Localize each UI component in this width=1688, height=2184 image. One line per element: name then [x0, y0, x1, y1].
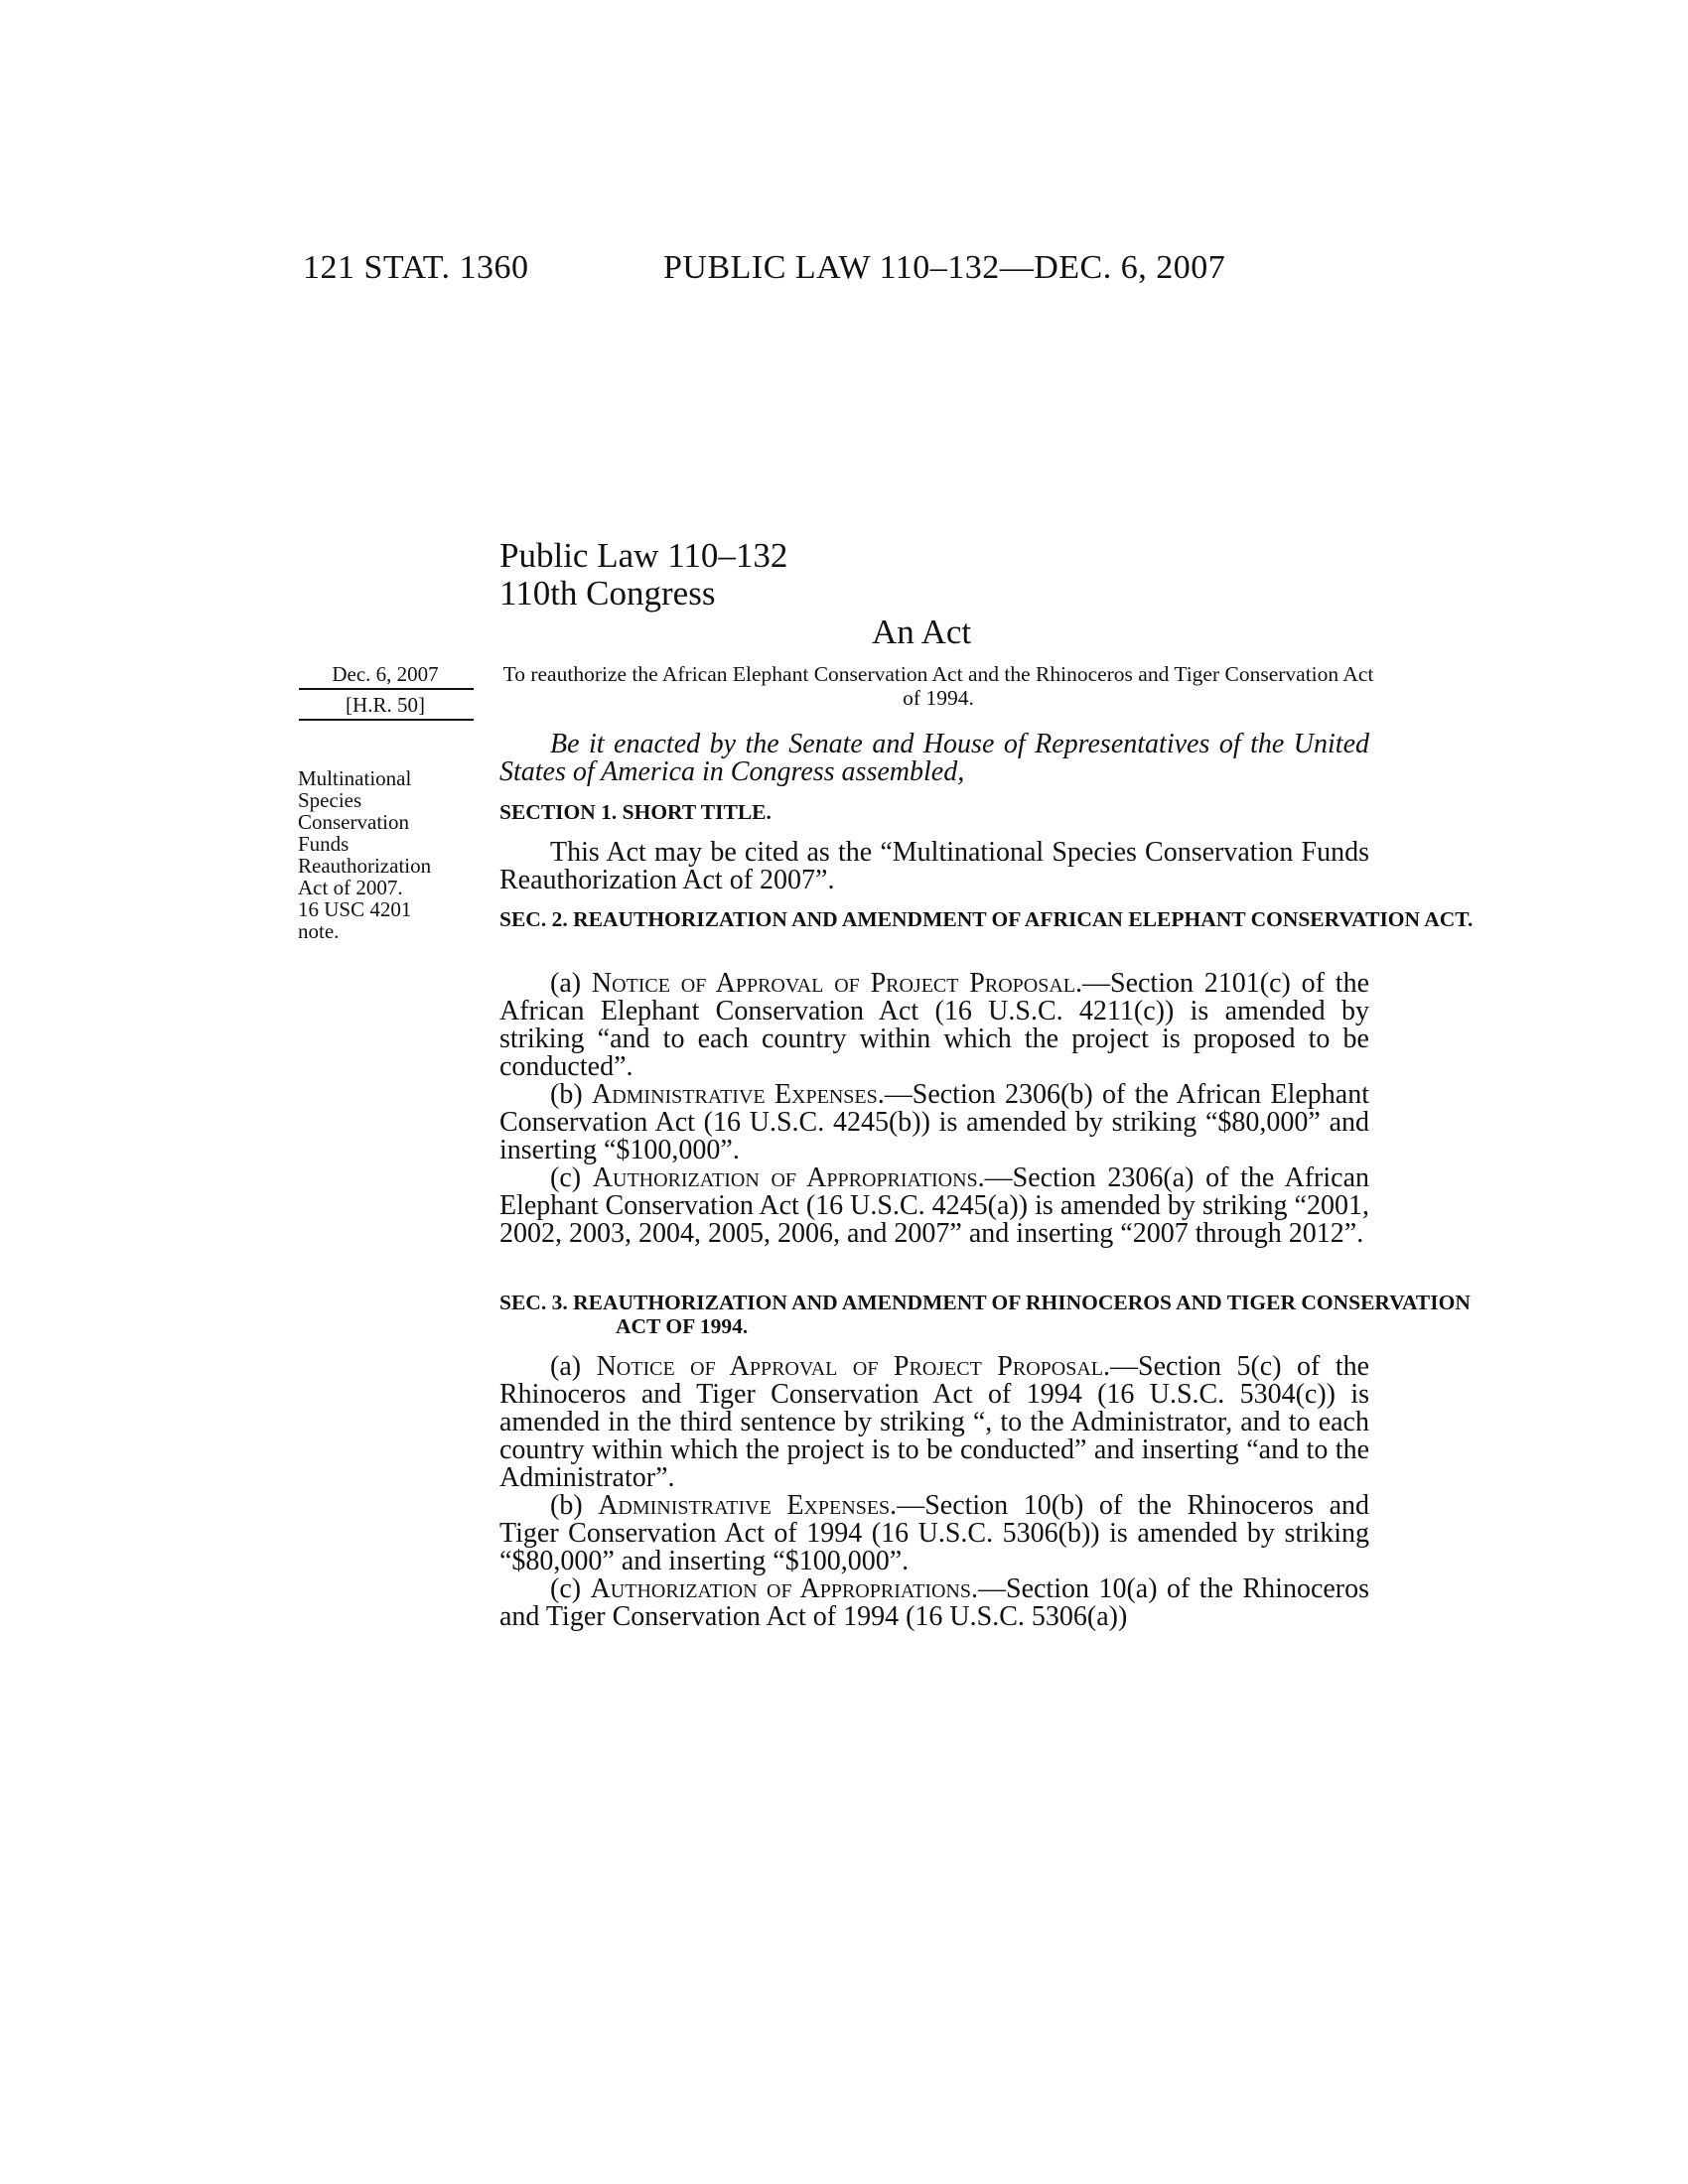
paragraph-label: (a) — [550, 968, 592, 999]
running-head-law-and-date: PUBLIC LAW 110–132—DEC. 6, 2007 — [663, 249, 1226, 286]
margin-bill-number: [H.R. 50] — [346, 693, 425, 717]
paragraph-caption: Authorization of Appropriations. — [592, 1162, 985, 1193]
margin-note-short-title: Multinational Species Conservation Funds Reauthorization Act of 2007. 16 USC 4201 note. — [298, 766, 432, 943]
margin-rule-top — [299, 688, 474, 690]
paragraph-caption: Authorization of Appropriations. — [590, 1573, 978, 1604]
paragraph-caption: Notice of Approval of Project Proposal. — [591, 968, 1082, 999]
paragraph-text: —Section 5(c) of the Rhinoceros and Tiger Conservation Act of 1994 (16 U.S.C. 5304(c)) is amended in the third sentence by striking “, to the Administrator, and to each country within which the project is to be conducted” and inserting “and to the Administrator”. — [499, 1351, 1370, 1493]
paragraph-text: —Section 2306(a) of the African Elephant Conservation Act (16 U.S.C. 4245(a)) is amended by striking “2001, 2002, 2003, 2004, 2005, 2006, and 2007” and inserting “2007 through 2012”. — [499, 1162, 1370, 1249]
section-3a-paragraph — [499, 1353, 1369, 1492]
section-3c-paragraph — [499, 1575, 1369, 1631]
section-2c-paragraph — [499, 1164, 1369, 1248]
paragraph-label: (c) — [550, 1573, 591, 1604]
act-heading: An Act — [872, 613, 972, 651]
law-number: Public Law 110–132 — [499, 536, 788, 575]
section-3b-paragraph — [499, 1492, 1369, 1575]
section-2b-paragraph — [499, 1081, 1369, 1164]
paragraph-caption: Notice of Approval of Project Proposal. — [596, 1351, 1111, 1382]
paragraph-label: (a) — [550, 1351, 597, 1382]
paragraph-text: —Section 2306(b) of the African Elephant Conservation Act (16 U.S.C. 4245(b)) is amended by striking “$80,000” and inserting “$100,000”. — [499, 1079, 1369, 1165]
congress-number: 110th Congress — [499, 574, 716, 613]
section-2a-paragraph — [499, 970, 1369, 1081]
margin-rule-bottom — [299, 719, 474, 721]
paragraph-caption: Administrative Expenses. — [591, 1079, 885, 1110]
act-purpose: To reauthorize the African Elephant Conservation Act and the Rhinoceros and Tiger Conservation Act of 1994. — [502, 662, 1374, 710]
paragraph-text: —Section 2101(c) of the African Elephant Conservation Act (16 U.S.C. 4211(c)) is amended by striking “and to each country within which the project is proposed to be conducted”. — [499, 968, 1370, 1082]
paragraph-label: (c) — [550, 1162, 593, 1193]
section-1-heading: SECTION 1. SHORT TITLE. — [499, 800, 772, 824]
paragraph-label: (b) — [550, 1079, 592, 1110]
paragraph-caption: Administrative Expenses. — [598, 1490, 898, 1521]
statute-page-reference: 121 STAT. 1360 — [303, 249, 529, 286]
paragraph-label: (b) — [550, 1490, 599, 1521]
paragraph-text: —Section 10(a) of the Rhinoceros and Tiger Conservation Act of 1994 (16 U.S.C. 5306(a)) — [499, 1573, 1370, 1632]
section-3-heading: SEC. 3. REAUTHORIZATION AND AMENDMENT OF RHINOCEROS AND TIGER CONSERVATION ACT OF 1994. — [499, 1291, 1471, 1338]
margin-enactment-date: Dec. 6, 2007 — [332, 662, 439, 686]
section-2-heading: SEC. 2. REAUTHORIZATION AND AMENDMENT OF AFRICAN ELEPHANT CONSERVATION ACT. — [499, 907, 1474, 931]
enacting-clause: Be it enacted by the Senate and House of Representatives of the United States of America in Congress assembled, — [499, 729, 1369, 787]
section-1-text: This Act may be cited as the “Multinational Species Conservation Funds Reauthorization Act of 2007”. — [499, 837, 1369, 895]
paragraph-text: —Section 10(b) of the Rhinoceros and Tiger Conservation Act of 1994 (16 U.S.C. 5306(b)) is amended by striking “$80,000” and inserting “$100,000”. — [499, 1490, 1370, 1576]
